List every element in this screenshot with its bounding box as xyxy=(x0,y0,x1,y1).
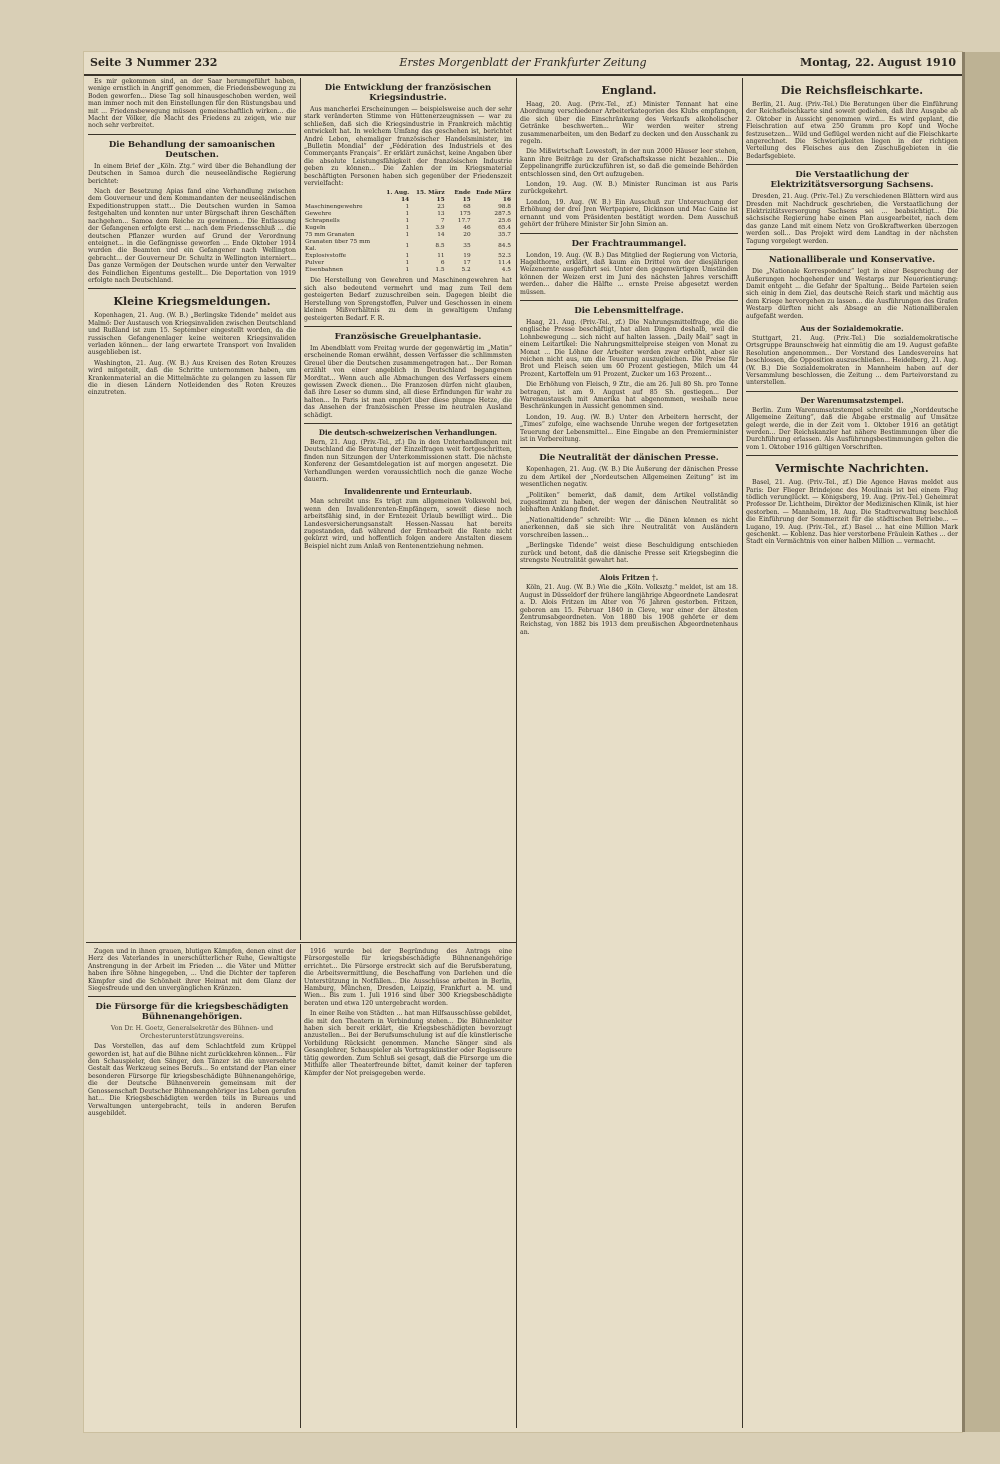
table-cell: 1 xyxy=(405,204,410,211)
table-cell: 13 xyxy=(437,211,445,218)
table-row xyxy=(304,260,512,267)
table-cell: 1 xyxy=(405,260,410,267)
article-paragraph: Die Erhöhung von Fleisch, 9 Ztr., die am 26. Juli 80 Sh. pro Tonne betragen, ist am 9. August auf 85 Sh. gestiegen... Der Warenaustausch mit Amerika hat abgenommen, weshalb neue Beschränkungen in Aussicht genommen sind. xyxy=(520,381,738,411)
article-paragraph: „Berlingske Tidende“ weist diese Beschuldigung entschieden zurück und betont, daß die dänische Presse seit Kriegsbeginn die strengste Neutralität gewahrt hat. xyxy=(520,542,738,564)
table-row xyxy=(304,232,512,239)
heading-buehnenfuersorge: Die Fürsorge für die kriegsbeschädigten Bühnenangehörigen. xyxy=(95,1002,289,1023)
table-row xyxy=(304,253,512,260)
column-rule xyxy=(300,944,301,1428)
heading-kriegsindustrie: Die Entwicklung der französischen Kriegsindustrie. xyxy=(324,83,492,103)
divider xyxy=(520,300,738,301)
table-row xyxy=(304,267,512,274)
divider xyxy=(520,568,738,569)
table-cell: 35.7 xyxy=(498,232,511,239)
table-cell: 75 mm Granaten xyxy=(305,232,355,239)
table-cell: 1 xyxy=(405,225,410,232)
table-row xyxy=(304,225,512,232)
heading-greuelphantasie: Französische Greuelphantasie. xyxy=(334,331,482,342)
column-rule xyxy=(516,78,517,1428)
table-cell: Eisenbahnen xyxy=(305,267,344,274)
feuilleton-column-1 xyxy=(88,948,296,1428)
divider xyxy=(520,233,738,234)
production-table xyxy=(304,190,512,274)
article-paragraph: Haag, 21. Aug. (Priv.-Tel., zf.) Die Nahrungsmittelfrage, die die englische Presse beschäftigt, hat allen Dingen deshalb, weil die Lohnbewegung ... sich nicht auf halten lassen. „Daily Mail“ sagt in einem Leitartikel: Die Nahrungsmittelpreise steigen von Monat zu Monat ... Die Löhne der Arbeiter werden zwar erhöht, aber sie reichen nicht aus, um die Teuerung auszugleichen. Die Preise für Brot und Fleisch seien um 60 Prozent gestiegen, Milch um 44 Prozent, Kartoffeln um 91 Prozent, Zucker um 163 Prozent... xyxy=(520,318,738,378)
article-paragraph: Im Abendblatt vom Freitag wurde der gegenwärtig im „Matin“ erscheinende Roman erwähnt, dessen Verfasser die schlimmsten Greuel über die Deutschen zusammengetragen hat... Der Roman erzählt von einer angeblich in Deutschland begangenen Mordtat... Wenn auch alle Abmachungen des Verfassers einem gewissen Zweck dienen... Die Franzosen dürfen nicht glauben, daß ihre Leser so dumm sind, all diese Erfindungen für wahr zu halten... In Paris ist man empört über diese plumpe Hetze, die das Ansehen der französischen Presse im neutralen Ausland schädigt. xyxy=(304,344,512,419)
article-paragraph: Die Mißwirtschaft Lowestoft, in der nun 2000 Häuser leer stehen, kann ihre Beiträge zu der Grafschaftskasse nicht bezahlen... Die Zeppelinangriffe zurückzuführen ist, so daß die gemeinde Behörden entschlossen sind, den Ort aufzugeben. xyxy=(520,148,738,178)
table-cell: 11.4 xyxy=(498,260,511,267)
article-paragraph: London, 19. Aug. (W. B.) Ein Ausschuß zur Untersuchung der Erhöhung der drei Jren Wertpapiere, Dickinson und Mac Caine ist ernannt und vom Präsidenten bestätigt worden. Dem Ausschuß gehört der frühere Minister Sir John Simon an. xyxy=(520,198,738,229)
divider xyxy=(88,288,296,289)
heading-frachtraum: Der Frachtraummangel. xyxy=(571,238,687,249)
table-cell: 5.2 xyxy=(461,267,471,274)
article-paragraph: Stuttgart, 21. Aug. (Priv.-Tel.) Die sozialdemokratische Ortsgruppe Braunschweig hat einmütig die am 19. August gefaßte Resolution angenommen... Der Vorstand des Landesvereins hat beschlossen, die Opposition auszuschließen... Heidelberg, 21. Aug. (W. B.) Die Sozialdemokraten in Mannheim haben auf der Versammlung beschlossen, die Zeitung ... dem Parteivorstand zu unterstellen. xyxy=(746,334,958,387)
article-paragraph: In einer Reihe von Städten ... hat man Hilfsausschüsse gebildet, die mit den Theatern in Verbindung stehen... Die Bühnenleiter haben sich bereit erklärt, die Kriegsbeschädigten bevorzugt anzustellen... Bei der Berufsumschulung ist auf die künstlerische Vorbildung Rücksicht genommen. Manche Sänger sind als Gesanglehrer, Schauspieler als Vortragskünstler oder Regisseure tätig geworden. Zum Schluß sei gesagt, daß die Fürsorge um die Mithilfe aller Theaterfreunde bittet, damit keiner der tapferen Kämpfer der Not preisgegeben werde. xyxy=(304,1010,512,1077)
table-cell: 1 xyxy=(405,211,410,218)
table-cell: 17.7 xyxy=(457,218,471,225)
article-paragraph: Köln, 21. Aug. (W. B.) Wie die „Köln. Volksztg.“ meldet, ist am 18. August in Düsseldorf der frühere langjährige Abgeordnete Landesrat a. D. Alois Fritzen im Alter von 76 Jahren gestorben. Fritzen, geboren am 15. Februar 1840 in Cleve, war einer der ältesten Zentrumsabgeordneten. Von 1880 bis 1908 gehörte er dem Reichstag, von 1882 bis 1913 dem preußischen Abgeordnetenhaus an. xyxy=(520,584,738,636)
table-cell: 1 xyxy=(405,267,410,274)
table-cell: 11 xyxy=(437,253,445,260)
heading-lebensmittel: Die Lebensmittelfrage. xyxy=(574,305,684,316)
page-label: Seite 3 Nummer 232 xyxy=(90,56,218,69)
column-2 xyxy=(304,78,512,938)
article-paragraph: Berlin, 21. Aug. (Priv.-Tel.) Die Beratungen über die Einführung der Reichsfleischkarte sind soweit gediehen, daß ihre Ausgabe ab 2. Oktober in Aussicht genommen wird... Es wird geplant, die Fleischration auf etwa 250 Gramm pro Kopf und Woche festzusetzen... Wild und Geflügel werden nicht auf die Fleischkarte angerechnet. Die Schwierigkeiten liegen in der richtigen Verteilung des Fleisches aus den Zuschußgebieten in die Bedarfsgebiete. xyxy=(746,101,958,160)
divider xyxy=(520,447,738,448)
table-cell: 68 xyxy=(463,204,471,211)
column-rule xyxy=(742,78,743,1428)
article-text: Es mir gekommen sind, an der Saar herumgeführt haben, wenige ernstlich in Angriff genommen, die Friedensbewegung zu Boden geworfen... Diese Tag soll hinausgeschoben werden, weil man immer noch mit den Einstellungen für den Rüstungsbau und mit ... Friedensbewegung müssen gemeinschaftlich wirken... die Macht der Völker, die Macht des Friedens zu zeigen, wie nur noch sehr verbreitet. xyxy=(88,78,296,130)
article-paragraph: Washington, 21. Aug. (W. B.) Aus Kreisen des Roten Kreuzes wird mitgeteilt, daß die Schritte unternommen haben, um Krankenmaterial an die Mittelmächte zu gelangen zu lassen für die in diesen Ländern Notleidenden des Roten Kreuzes einzutreten. xyxy=(88,359,296,397)
table-cell: 17 xyxy=(463,260,471,267)
article-paragraph: Dresden, 21. Aug. (Priv.-Tel.) Zu verschiedenen Blättern wird aus Dresden mit Nachdruck geschrieben, die Verstaatlichung der Elektrizitätsversorgung Sachsens sei ... beabsichtigt... Die sächsische Regierung habe einen Plan ausgearbeitet, nach dem das ganze Land mit einem Netz von Großkraftwerken überzogen werden soll... Das Projekt wird dem Landtag in der nächsten Tagung vorgelegt werden. xyxy=(746,193,958,245)
table-cell: 35 xyxy=(463,242,471,249)
masthead xyxy=(84,52,962,76)
table-cell: Schrapnells xyxy=(305,218,340,225)
table-cell: 98.8 xyxy=(498,204,511,211)
article-paragraph: Man schreibt uns: Es trägt zum allgemeinen Volkswohl bei, wenn den Invalidenrenten-Empfängern, soweit diese noch arbeitsfähig sind, in der Erntezeit Urlaub bewilligt wird... Die Landesversicherungsanstalt Hessen-Nassau hat bereits zugestanden, daß während der Erntearbeit die Rente nicht gekürzt wird, und hoffentlich folgen andere Anstalten diesem Beispiel nicht zum Anlaß von Rentenentziehung nehmen. xyxy=(304,498,512,550)
table-header-cell: Ende 15 xyxy=(454,190,471,204)
article-paragraph: 1916 wurde bei der Begründung des Antrags eine Fürsorgestelle für kriegsbeschädigte Bühnenangehörige errichtet... Die Fürsorge erstreckt sich auf die Berufsberatung, die Arbeitsvermittlung, die Beschaffung von Darlehen und die Unterstützung in Notfällen... Die Ausschüsse arbeiten in Berlin, Hamburg, München, Dresden, Leipzig, Frankfurt a. M. und Wien... Bis zum 1. Juli 1916 sind über 300 Kriegsbeschädigte beraten und etwa 120 untergebracht worden. xyxy=(304,948,512,1007)
article-paragraph: Zugen und in ihnen grauen, blutigen Kämpfen, denen einst der Herz des Vaterlandes in unerschütterlicher Ruhe, Gewaltigste Anstrengung in der Arbeit im Frieden ... die Väter und Mütter haben ihre Söhne hingegeben, ... Und die Dichter der tapferen Kämpfer sind die Schönheit ihrer Heimat mit dem Glanz der Siegesfreude und den unvergänglichen Kränzen. xyxy=(88,948,296,993)
table-header-cell: 1. Aug. 14 xyxy=(386,190,410,204)
article-paragraph: Berlin. Zum Warenumsatzstempel schreibt die „Norddeutsche Allgemeine Zeitung“, daß die Abgabe erstmalig auf Umsätze gelegt werde, die in der Zeit vom 1. Oktober 1916 an getätigt werden... Der Reichskanzler hat nähere Bestimmungen über die Durchführung erlassen. Als Ausführungsbestimmungen gelten die vom 1. Oktober 1916 gültigen Vorschriften. xyxy=(746,406,958,451)
column-3 xyxy=(520,78,738,1426)
article-paragraph: Nach der Besetzung Apias fand eine Verhandlung zwischen dem Gouverneur und dem Kommandanten der neuseeländischen Expeditionstruppen statt... Die Deutschen wurden in Samoa festgehalten und konnten nur unter Bürgschaft ihren Geschäften nachgehen... Samoa dem Reiche zu gewinnen... Die Entlassung der Gefangenen erfolgte erst ... nach dem Friedensschluß ... die deutschen Pflanzer wurden auf Grund der Verordnung enteignet... in die Gefängnisse geworfen ... Ende Oktober 1914 wurden die Beamten und ein Gefangener nach Wellington gebracht... der Gouverneur Dr. Schultz in Wellington interniert... Das ganze Vermögen der Deutschen wurde unter den Verwalter des Feindlichen Eigentums gestellt... Die Deportation von 1919 erfolgte nach Deutschland. xyxy=(88,188,296,284)
heading-sozialdemokratie: Aus der Sozialdemokratie. xyxy=(800,323,904,333)
article-paragraph: „Nationaltidende“ schreibt: Wir ... die Dänen können es nicht anerkennen, daß sie sich ihre Neutralität von Ausländern vorschreiben lassen... xyxy=(520,516,738,539)
article-paragraph: London, 19. Aug. (W. B.) Minister Runciman ist aus Paris zurückgekehrt. xyxy=(520,181,738,196)
table-cell: Gewehre xyxy=(305,211,332,218)
table-cell: 8.5 xyxy=(435,242,445,249)
article-paragraph: Haag, 20. Aug. (Priv.-Tel., zf.) Minister Tennant hat eine Abordnung verschiedener Arbeiterkategorien des Klubs empfangen, die sich über die Einschränkung des Verkaufs alkoholischer Getränke beschwerten... Wir werden weiter streng zusammenarbeiten, um den Bedarf zu decken und den Ausschank zu regeln. xyxy=(520,101,738,146)
heading-elektrizitaet: Die Verstaatlichung der Elektrizitätsversorgung Sachsens. xyxy=(770,170,934,191)
table-row xyxy=(304,218,512,225)
table-header-cell: Ende März 16 xyxy=(476,190,511,204)
table-cell: 4.5 xyxy=(501,267,511,274)
divider xyxy=(88,996,296,997)
table-cell: 1 xyxy=(405,218,410,225)
table-cell: 7 xyxy=(440,218,445,225)
article-paragraph: Die Herstellung von Gewehren und Maschinengewehren hat sich also bedeutend vermehrt und mag zum Teil dem gesteigerten Bedarf zuzuschreiben sein. Dagegen bleibt die Herstellung von Sprengstoffen, Pulver und Geschossen in einem kleinen Mißverhältnis zu dem in gewaltigem Umfang gesteigerten Bedarf. F. R. xyxy=(304,277,512,322)
table-cell: Pulver xyxy=(305,260,324,267)
article-paragraph: Die „Nationale Korrespondenz“ legt in einer Besprechung der Äußerungen hochgehender und Westarps zur Neuorientierung: Damit entgeht ... die Gefahr der Spaltung... Beide Parteien seien sich einig in dem Ziel, das deutsche Reich stark und mächtig aus dem Kriege hervorgehen zu lassen... die Ausführungen des Grafen Westarp dürften nicht als Absage an die Nationalliberalen aufgefaßt werden. xyxy=(746,268,958,320)
table-cell: Explosivstoffe xyxy=(305,253,347,260)
table-cell: 1 xyxy=(405,232,410,239)
column-4 xyxy=(746,78,958,1426)
heading-invalidenrente: Invalidenrente und Ernteurlaub. xyxy=(344,487,472,497)
table-row xyxy=(304,204,512,211)
article-paragraph: In einem Brief der „Köln. Ztg.“ wird über die Behandlung der Deutschen in Samoa durch die neuseeländische Regierung berichtet: xyxy=(88,162,296,185)
table-row xyxy=(304,211,512,218)
article-paragraph: Aus mancherlei Erscheinungen — beispielsweise auch der sehr stark veränderten Stimme von Hüttenerzeugnissen — war zu schließen, daß sich die Kriegsindustrie in Frankreich mächtig entwickelt hat. In welchem Umfang das geschehen ist, berichtet André Lebon, ehemaliger französischer Handelsminister, im „Bulletin Mondial“ der „Fédération des Industriels et des Commerçants Français“. Er erklärt zunächst, keine Angaben über die absolute Leistungsfähigkeit der französischen Industrie geben zu können... Die Zahlen der im Kriegsmaterial beschäftigten Personen haben sich gegenüber der Friedenszeit vervielfacht: xyxy=(304,106,512,188)
table-header-cell xyxy=(304,190,379,204)
table-cell: 3.9 xyxy=(435,225,445,232)
divider xyxy=(746,391,958,392)
table-cell: 84.5 xyxy=(498,242,511,249)
table-cell: 46 xyxy=(463,225,471,232)
table-cell: 23 xyxy=(437,204,445,211)
feuilleton-column-2 xyxy=(304,948,512,1428)
heading-kriegsmeldungen: Kleine Kriegsmeldungen. xyxy=(113,295,271,309)
table-cell: 287.5 xyxy=(494,211,511,218)
table-header-row xyxy=(304,190,512,204)
article-paragraph: Bern, 21. Aug. (Priv.-Tel., zf.) Da in den Unterhandlungen mit Deutschland die Beratung der Einzelfragen weit fortgeschritten, finden nun Sitzungen der Unterkommissionen statt. Die nächste Konferenz der Gesamtdelegation ist auf morgen angesetzt. Die Verhandlungen werden voraussichtlich noch die ganze Woche dauern. xyxy=(304,438,512,483)
table-cell: 1 xyxy=(405,242,410,249)
divider xyxy=(88,134,296,135)
heading-fritzen: Alois Fritzen †. xyxy=(599,573,659,583)
paper-name: Erstes Morgenblatt der Frankfurter Zeitung xyxy=(399,56,647,69)
divider xyxy=(746,249,958,250)
heading-schweiz: Die deutsch-schweizerischen Verhandlungen. xyxy=(318,427,498,437)
article-paragraph: Kopenhagen, 21. Aug. (W. B.) Die Äußerung der dänischen Presse zu dem Artikel der „Nordeutschen Allgemeinen Zeitung“ ist im wesentlichen negativ. xyxy=(520,466,738,489)
heading-nationalliberale: Nationalliberale und Konservative. xyxy=(768,255,936,266)
article-paragraph: Kopenhagen, 21. Aug. (W. B.) „Berlingske Tidende“ meldet aus Malmö: Der Austausch von Kriegsinvaliden zwischen Deutschland und Rußland ist zum 15. September eingestellt worden, da die russischen Gefangenenlager keine weiteren Kriegsinvaliden verladen können... der lang erwartete Transport von Invaliden ausgeblieben ist. xyxy=(88,312,296,357)
article-paragraph: Das Vorstellen, das auf dem Schlachtfeld zum Krüppel geworden ist, hat auf die Bühne nicht zurückkehren können... Für den Schauspieler, den Sänger, den Tänzer ist die unversehrte Gestalt das Werkzeug seines Berufs... So entstand der Plan einer besonderen Fürsorge für kriegsbeschädigte Bühnenangehörige, die der Deutsche Bühnenverein gemeinsam mit der Genossenschaft Deutscher Bühnenangehöriger ins Leben gerufen hat... Die Kriegsbeschädigten werden teils in Bureaus und Verwaltungen untergebracht, teils in anderen Berufen ausgebildet. xyxy=(88,1043,296,1117)
table-cell: Granaten über 75 mm Kal. xyxy=(305,239,371,253)
heading-neutralitaet: Die Neutralität der dänischen Presse. xyxy=(539,453,719,464)
heading-england: England. xyxy=(601,84,657,97)
byline: Von Dr. H. Goetz, Generalsekretär des Bühnen- und Orchesterunterstützungsvereins. xyxy=(110,1025,274,1040)
issue-date: Montag, 22. August 1910 xyxy=(800,56,956,69)
table-cell: 65.4 xyxy=(498,225,511,232)
article-paragraph: London, 19. Aug. (W. B.) Unter den Arbeitern herrscht, der „Times“ zufolge, eine wachsende Unruhe wegen der fortgesetzten Teuerung der Lebensmittel... Eine Eingabe an den Premierminister ist in Vorbereitung. xyxy=(520,413,738,444)
divider xyxy=(746,164,958,165)
adjacent-page-edge xyxy=(962,52,1000,1432)
divider xyxy=(304,423,512,424)
column-1 xyxy=(88,78,296,938)
table-cell: Kugeln xyxy=(305,225,326,232)
heading-reichsfleischkarte: Die Reichsfleischkarte. xyxy=(780,84,924,97)
heading-vermischtes: Vermischte Nachrichten. xyxy=(775,462,929,476)
column-rule xyxy=(300,78,301,940)
table-row xyxy=(304,239,512,253)
table-cell: 1 xyxy=(405,253,410,260)
table-cell: 52.3 xyxy=(498,253,511,260)
table-cell: 1.5 xyxy=(435,267,445,274)
table-cell: 19 xyxy=(463,253,471,260)
section-rule xyxy=(86,942,516,943)
table-cell: 14 xyxy=(437,232,445,239)
table-header-cell: 15. März 15 xyxy=(415,190,445,204)
heading-warenumsatz: Der Warenumsatzstempel. xyxy=(800,395,904,405)
article-paragraph: „Politiken“ bemerkt, daß damit, dem Artikel vollständig zugestimmt zu haben, der wegen der dänischen Neutralität so lebhaften Anklang findet. xyxy=(520,491,738,514)
article-paragraph: Basel, 21. Aug. (Priv.-Tel., zf.) Die Agence Havas meldet aus Paris: Der Flieger Brindejonc des Moulinais ist bei einem Flug tödlich verunglückt. — Königsberg, 19. Aug. (Priv.-Tel.) Geheimrat Professor Dr. Lichtheim, Direktor der Medizinischen Klinik, ist hier gestorben. — Mannheim, 18. Aug. Die Stadtverwaltung beschloß die Einführung der Sommerzeit für die städtischen Betriebe... — Lugano, 19. Aug. (Priv.-Tel., zf.) Basel ... hat eine Million Mark geschenkt. — Koblenz. Das hier verstorbene Fräulein Kathes ... der Stadt ein Vermächtnis von einer halben Million ... vermacht. xyxy=(746,479,958,546)
divider xyxy=(746,455,958,456)
table-cell: Maschinengewehre xyxy=(305,204,363,211)
heading-samoa: Die Behandlung der samoanischen Deutschen. xyxy=(108,139,276,160)
table-cell: 20 xyxy=(463,232,471,239)
table-cell: 6 xyxy=(440,260,445,267)
table-cell: 175 xyxy=(459,211,471,218)
divider xyxy=(304,326,512,327)
table-cell: 25.6 xyxy=(498,218,511,225)
article-paragraph: London, 19. Aug. (W. B.) Das Mitglied der Regierung von Victoria, Hagelthorne, erklärt, daß kaum ein Drittel von der diesjährigen Weizenernte ausgeführt sei. Unter den gegenwärtigen Umständen können der Weizen erst im Juni des nächsten Jahres verschifft werden... daher die Hälfte ... ernste Preise abgesetzt werden müssen. xyxy=(520,251,738,296)
